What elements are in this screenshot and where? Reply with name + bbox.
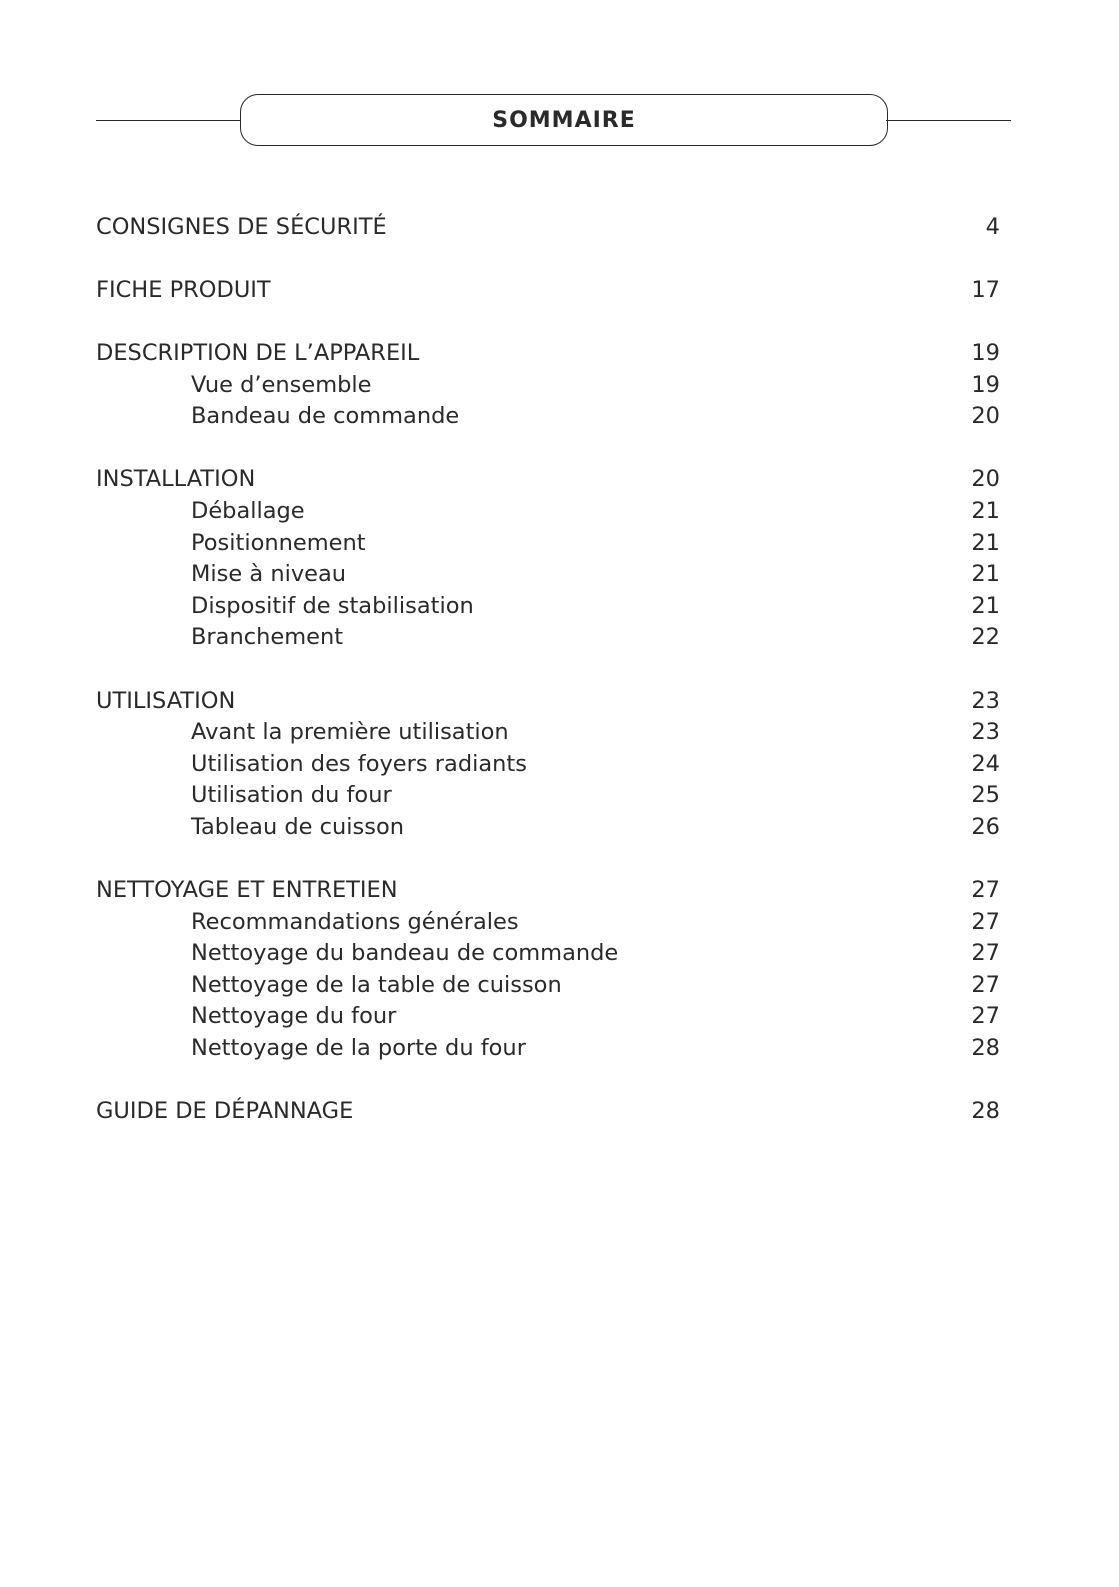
toc-entry-page: 4 [985,214,1000,240]
toc-subentry-title: Déballage [191,498,305,525]
toc-entry-page: 23 [971,687,1000,714]
toc-entry-page: 17 [971,277,1000,304]
toc-subentry-page: 23 [971,719,1000,746]
toc-subentry [96,559,1000,591]
toc-subentry-title: Utilisation du four [191,782,392,809]
toc-subentry-title: Positionnement [191,529,366,556]
toc-subentry-title: Vue d’ensemble [191,371,372,398]
toc-subentry [96,528,1000,560]
toc-subentry [96,780,1000,812]
toc-subentry-page: 27 [971,971,1000,998]
toc-header [96,94,1011,148]
toc-entry-page: 28 [971,1098,1000,1125]
toc-section [96,212,1000,244]
toc-subentry-page: 21 [971,498,1000,525]
toc-entry-title: CONSIGNES DE SÉCURITÉ [96,214,387,240]
toc-entry-title: FICHE PRODUIT [96,277,271,304]
toc-entry-title: GUIDE DE DÉPANNAGE [96,1098,354,1125]
toc-subentry-page: 22 [971,624,1000,651]
toc-subentry-title: Nettoyage du four [191,1003,397,1030]
toc-subentry-page: 21 [971,592,1000,619]
table-of-contents [96,212,1000,1159]
toc-subentry-page: 27 [971,1003,1000,1030]
toc-entry-page: 27 [971,877,1000,903]
toc-subentry-title: Bandeau de commande [191,403,460,430]
toc-entry [96,338,1000,370]
toc-subentry-page: 21 [971,561,1000,588]
toc-subentry [96,496,1000,528]
toc-entry-title: UTILISATION [96,687,236,714]
toc-subentry-page: 28 [971,1034,1000,1061]
header-rule-right [886,120,1011,121]
toc-subentry [96,907,1000,939]
toc-subentry [96,970,1000,1002]
toc-subentry-title: Mise à niveau [191,561,347,588]
header-title-box [240,94,888,146]
toc-section [96,1096,1000,1128]
toc-entry [96,875,1000,907]
toc-subentry [96,591,1000,623]
toc-subentry-title: Utilisation des foyers radiants [191,750,527,777]
toc-subentry-page: 25 [971,782,1000,809]
toc-entry [96,1096,1000,1128]
toc-entry [96,686,1000,718]
toc-entry-title: DESCRIPTION DE L’APPAREIL [96,340,420,367]
toc-subentry-title: Dispositif de stabilisation [191,592,474,619]
toc-entry-title: NETTOYAGE ET ENTRETIEN [96,877,398,903]
toc-subentry-title: Tableau de cuisson [191,813,405,840]
toc-subentry [96,370,1000,402]
toc-subentry-page: 19 [971,371,1000,398]
toc-entry-page: 20 [971,466,1000,493]
toc-subentry-title: Nettoyage de la table de cuisson [191,971,562,998]
toc-subentry [96,812,1000,844]
toc-subentry [96,717,1000,749]
toc-entry [96,464,1000,496]
toc-subentry-title: Recommandations générales [191,908,519,935]
toc-entry-page: 19 [971,340,1000,367]
toc-section [96,464,1000,654]
toc-entry [96,212,1000,244]
toc-subentry-page: 24 [971,750,1000,777]
toc-subentry [96,1001,1000,1033]
toc-entry [96,275,1000,307]
page-title: SOMMAIRE [492,107,636,133]
toc-subentry-page: 20 [971,403,1000,430]
toc-subentry [96,749,1000,781]
toc-section [96,275,1000,307]
toc-subentry-page: 27 [971,940,1000,967]
toc-subentry-title: Nettoyage de la porte du four [191,1034,526,1061]
toc-entry-title: INSTALLATION [96,466,256,493]
toc-section [96,686,1000,844]
toc-subentry [96,622,1000,654]
toc-subentry-page: 21 [971,529,1000,556]
toc-subentry [96,401,1000,433]
toc-subentry-page: 27 [971,908,1000,935]
toc-subentry-page: 26 [971,813,1000,840]
toc-subentry-title: Branchement [191,624,344,651]
toc-subentry-title: Avant la première utilisation [191,719,509,746]
toc-subentry [96,938,1000,970]
header-rule-left [96,120,242,121]
toc-subentry [96,1033,1000,1065]
toc-section [96,338,1000,433]
toc-subentry-title: Nettoyage du bandeau de commande [191,940,619,967]
toc-section [96,875,1000,1065]
